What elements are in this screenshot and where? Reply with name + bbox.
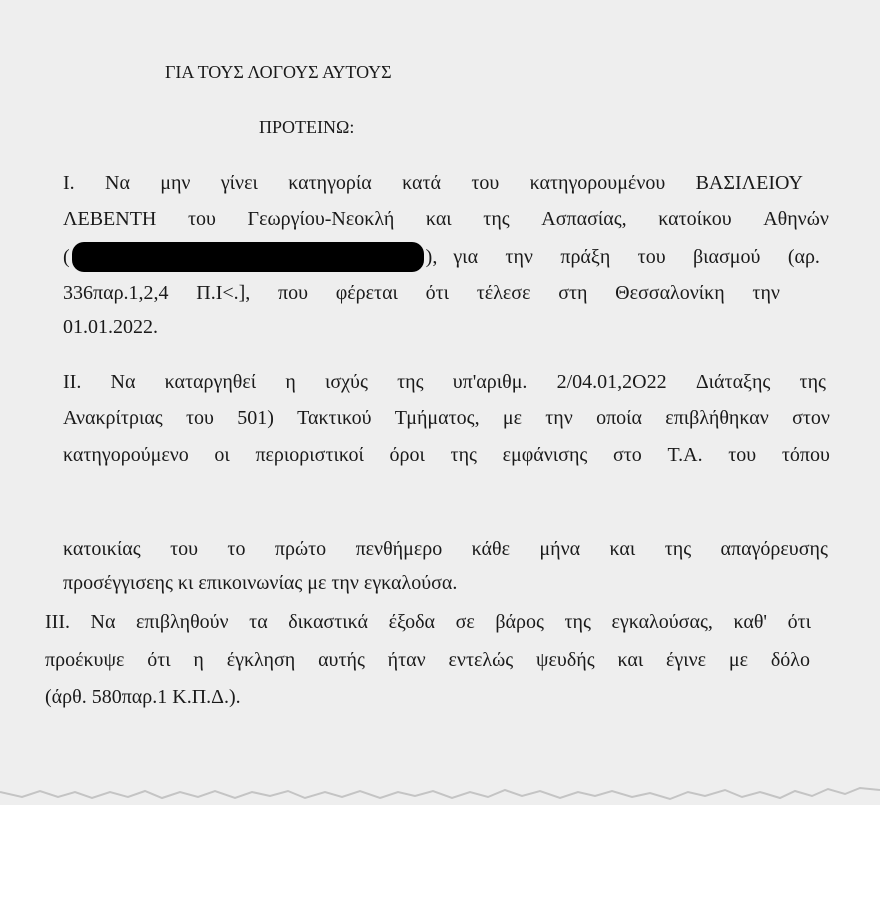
word: Τ.Α.: [667, 444, 703, 466]
word: Γεωργίου-Νεοκλή: [247, 208, 395, 230]
word: φέρεται: [335, 282, 398, 304]
word: με: [502, 407, 522, 429]
word: ήταν: [387, 649, 426, 671]
word: του: [170, 538, 199, 560]
word: μην: [160, 172, 191, 194]
section2-line5: προσέγγισεης κι επικοινωνίας με την εγκαλούσα.: [63, 572, 458, 594]
word: κάθε: [471, 538, 511, 560]
open-paren: (: [63, 246, 70, 268]
section2-line2: [63, 406, 830, 430]
close-paren: ),: [425, 246, 438, 268]
heading: ΓΙΑ ΤΟΥΣ ΛΟΓΟΥΣ ΑΥΤΟΥΣ: [165, 62, 392, 82]
word: 2/04.01,2Ο22: [556, 371, 667, 393]
word: που: [278, 282, 309, 304]
word: Τακτικού: [297, 407, 372, 429]
word: ότι: [147, 649, 171, 671]
word: του: [728, 444, 757, 466]
subheading: ΠΡΟΤΕΙΝΩ:: [259, 117, 355, 137]
word: (αρ.: [787, 246, 820, 268]
word: της: [397, 371, 424, 393]
word: I.: [63, 172, 75, 194]
word: Ασπασίας,: [541, 208, 627, 230]
section1-line3-rest: [453, 245, 820, 269]
word: όροι: [389, 444, 425, 466]
word: την: [545, 407, 573, 429]
word: ΛΕΒΕΝΤΗ: [63, 208, 157, 230]
word: έγκληση: [226, 649, 296, 671]
word: η: [193, 649, 204, 671]
word: δικαστικά: [288, 611, 368, 633]
word: κατηγορούμενο: [63, 444, 189, 466]
word: αυτής: [318, 649, 365, 671]
word: οποία: [596, 407, 643, 429]
word: κατοίκου: [658, 208, 732, 230]
section1-line3: [63, 242, 820, 272]
word: δόλο: [770, 649, 810, 671]
word: της: [483, 208, 510, 230]
word: και: [425, 208, 452, 230]
word: του: [187, 208, 216, 230]
word: κατηγορία: [288, 172, 372, 194]
word: τέλεσε: [476, 282, 531, 304]
word: το: [227, 538, 246, 560]
section3-line3: (άρθ. 580παρ.1 Κ.Π.Δ.).: [45, 686, 241, 708]
torn-paper-edge: [0, 770, 880, 820]
word: την: [752, 282, 780, 304]
word: στον: [792, 407, 830, 429]
word: στο: [612, 444, 642, 466]
section2-line4: [63, 537, 828, 561]
word: καθ': [733, 611, 768, 633]
word: του: [185, 407, 214, 429]
word: της: [564, 611, 591, 633]
word: κατά: [402, 172, 441, 194]
word: της: [664, 538, 692, 560]
word: μήνα: [539, 538, 581, 560]
word: III.: [45, 611, 70, 633]
word: II.: [63, 371, 82, 393]
word: πράξη: [560, 246, 611, 268]
section1-line4: [63, 281, 780, 305]
word: του: [471, 172, 500, 194]
word: Αθηνών: [763, 208, 829, 230]
word: επιβλήθηκαν: [665, 407, 769, 429]
word: προέκυψε: [45, 649, 125, 671]
word: Διάταξης: [695, 371, 771, 393]
word: στη: [558, 282, 588, 304]
word: Να: [105, 172, 130, 194]
word: ισχύς: [325, 371, 368, 393]
word: περιοριστικοί: [255, 444, 364, 466]
word: εγκαλούσας,: [611, 611, 713, 633]
word: πρώτο: [274, 538, 327, 560]
word: βιασμού: [692, 246, 761, 268]
word: τα: [249, 611, 268, 633]
word: της: [450, 444, 477, 466]
word: πενθήμερο: [355, 538, 443, 560]
word: ότι: [425, 282, 450, 304]
section2-line3: [63, 443, 830, 467]
word: γίνει: [220, 172, 258, 194]
word: και: [617, 649, 644, 671]
word: εντελώς: [448, 649, 514, 671]
word: Θεσσαλονίκη: [615, 282, 725, 304]
word: εμφάνισης: [502, 444, 588, 466]
word: η: [285, 371, 296, 393]
word: του: [637, 246, 666, 268]
word: Π.Ι<.],: [196, 282, 251, 304]
word: ΒΑΣΙΛΕΙΟΥ: [695, 172, 803, 194]
word: σε: [455, 611, 475, 633]
word: Να: [90, 611, 116, 633]
section2-line1: [63, 370, 826, 394]
word: 336παρ.1,2,4: [63, 282, 169, 304]
word: της: [799, 371, 826, 393]
section1-line1: [63, 171, 803, 195]
word: απαγόρευσης: [720, 538, 828, 560]
word: 501): [237, 407, 274, 429]
word: υπ'αριθμ.: [452, 371, 528, 393]
word: Ανακρίτριας: [63, 407, 163, 429]
section1-line5: 01.01.2022.: [63, 316, 158, 338]
word: κατηγορουμένου: [529, 172, 666, 194]
word: ότι: [787, 611, 811, 633]
word: καταργηθεί: [164, 371, 257, 393]
word: βάρος: [495, 611, 544, 633]
section1-line2: [63, 207, 829, 231]
word: με: [728, 649, 749, 671]
word: Να: [110, 371, 136, 393]
word: επιβληθούν: [136, 611, 229, 633]
word: και: [609, 538, 636, 560]
word: τόπου: [781, 444, 830, 466]
word: έξοδα: [388, 611, 436, 633]
word: οι: [214, 444, 230, 466]
word: Τμήματος,: [394, 407, 480, 429]
word: κατοικίας: [63, 538, 141, 560]
section3-line2: [45, 648, 810, 672]
word: την: [505, 246, 533, 268]
word: για: [453, 246, 479, 268]
word: έγινε: [666, 649, 707, 671]
word: ψευδής: [536, 649, 595, 671]
redaction-block: [72, 242, 424, 272]
section3-line1: [45, 610, 811, 634]
